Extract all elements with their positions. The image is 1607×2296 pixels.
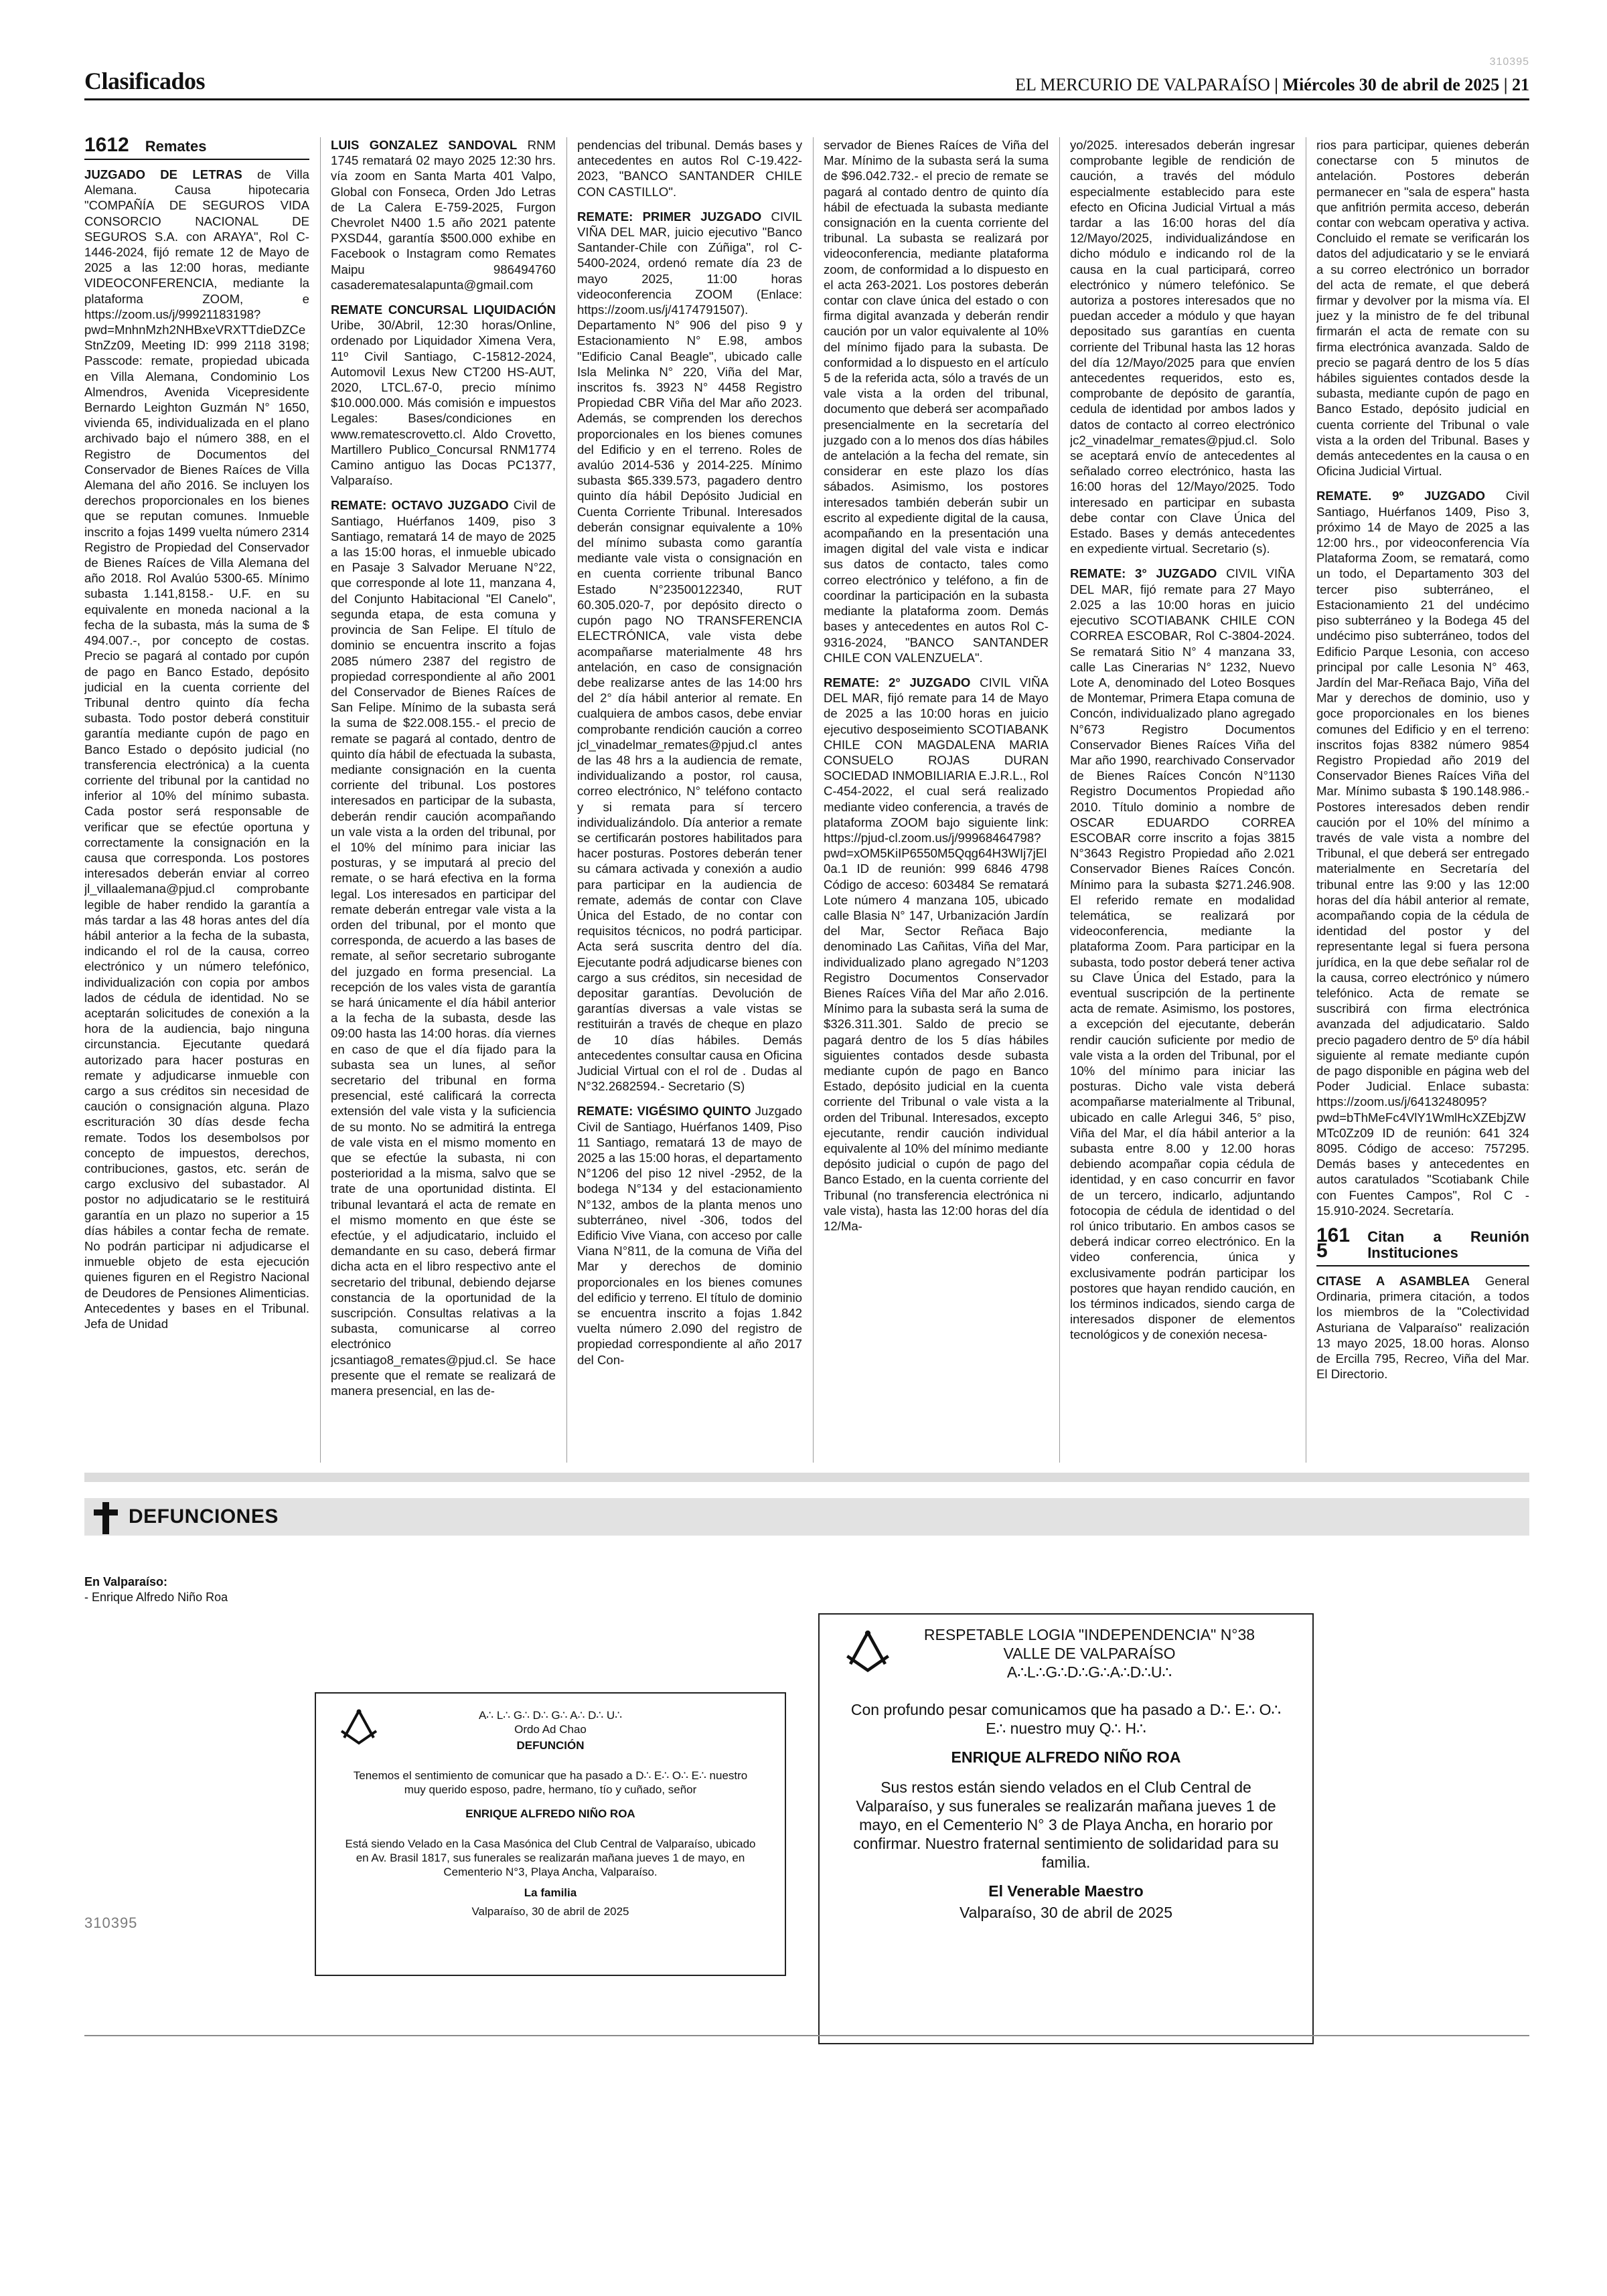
header-rule [84, 98, 1529, 100]
death-list-entry: - Enrique Alfredo Niño Roa [84, 1590, 228, 1604]
notice-date: Valparaíso, 30 de abril de 2025 [960, 1904, 1172, 1921]
ad-text: CIVIL VIÑA DEL MAR, fijó remate para 14 de Mayo de 2025 a las 10:00 horas en juicio ejecutivo desposeimiento SCOTIABANK CHILE CON MAGDALENA MARIA CONSUELO ROJAS DURAN SOCIEDAD INMOBILIARIA E.J.R.L., Rol C-454-2022, el cual será realizado mediante video conferencia, a través de plataforma ZOOM bajo siguiente link: https://pjud-cl.zoom.us/j/99968464798?pwd=xOM5KiIP6550M5Qqg64H3WIj7jEl0a.1 ID de reunión: 999 6846 4798 Código de acceso: 603484 Se rematará Lote número 4 manzana 105, ubicado calle Blasia N° 147, Urbanización Jardín del Mar, Sector Reñaca Bajo denominado Las Cañitas, Viña del Mar, individualizado plano agregado N°1203 Registro Documentos Conservador Bienes Raíces Viña del Mar año 2.016. Mínimo para la subasta será la suma de $326.311.301. Saldo de precio se pagará dentro de los 5 días hábiles siguientes contados desde subasta mediante cupón de pago en Banco Estado, depósito judicial en la cuenta corriente del Tribunal o vale vista a la orden del Tribunal. Interesados, excepto ejecutante, rendir caución individual equivalente al 10% del mínimo mediante depósito judicial o cupón de pago del Banco Estado, en la cuenta corriente del Tribunal (no transferencia electrónica ni vale vista), hasta las 12:00 horas del día 12/Ma- [824, 675, 1049, 1234]
notice-body: Sus restos están siendo velados en el Club Central de Valparaíso, y sus funerales se realizarán mañana jueves 1 de mayo, en el Cementerio N° 3 de Playa Ancha, en horario por confirmar. Nuestro fraternal sentimiento de solidaridad para su familia. [853, 1779, 1279, 1871]
classified-ad [331, 497, 556, 1398]
classified-ad [1316, 488, 1529, 1218]
ad-text: Uribe, 30/Abril, 12:30 horas/Online, ordenado por Liquidador Ximena Vera, 11º Civil Santiago, C-15812-2024, Automovil Lexus New CT200 HS-AUT, 2020, LTCL.67-0, precio mínimo $10.000.000. Más comisión e impuestos Legales: Bases/condiciones en www.rematescrovetto.cl. Aldo Crovetto, Martillero Publico_Concursal RNM1774 Camino antiguo las Docas PC1377, Valparaíso. [331, 318, 556, 488]
column-rule [320, 137, 321, 1463]
ad-lead: REMATE: 2° JUZGADO [824, 675, 971, 689]
section-number: 1612 [84, 137, 129, 156]
page-header [84, 56, 1529, 100]
section-divider [84, 1473, 1529, 1482]
ad-code: 310395 [84, 1914, 138, 1931]
page-number: 21 [1512, 75, 1529, 94]
cross-icon [91, 1502, 121, 1534]
classified-columns [84, 137, 1529, 1463]
ad-lead: CITASE A ASAMBLEA [1316, 1274, 1470, 1289]
obituary-notice-family [315, 1692, 786, 1976]
ad-lead: REMATE: OCTAVO JUZGADO [331, 498, 509, 513]
ad-lead: JUZGADO DE LETRAS [84, 167, 242, 181]
section-name: Citan a Reunión Instituciones [1367, 1228, 1529, 1262]
notice-signature: La familia [524, 1886, 577, 1899]
header-code: 310395 [1489, 56, 1529, 68]
column-3 [577, 137, 802, 1463]
ad-lead: REMATE CONCURSAL LIQUIDACIÓN [331, 303, 556, 317]
classified-ad [824, 675, 1049, 1234]
notice-body: Tenemos el sentimiento de comunicar que ha pasado a D∴ E∴ O∴ E∴ nuestro muy querido esposo, padre, hermano, tío y cuñado, señor [353, 1769, 748, 1796]
ad-text: Civil de Santiago, Huérfanos 1409, piso 3 Santiago, rematará 14 de mayo de 2025 a las 15:00 horas, el inmueble ubicado en Pasaje 3 Salvador Meruane N°22, que corresponde al lote 11, manzana 4, del Conjunto Habitacional "El Canelo", segunda etapa, de esta comuna y provincia de San Felipe. El título de dominio se encuentra inscrito a fojas 2085 número 2387 del registro de propiedad correspondiente al año 2001 del Conservador de Bienes Raíces de San Felipe. Mínimo de la subasta será la suma de $22.008.155.- el precio de remate se pagará al contado, dentro de quinto día hábil de efectuada la subasta, mediante consignación en la cuenta corriente del tribunal. Los postores interesados en participar de la subasta, deberán rendir caución acompañando un vale vista a la orden del tribunal, por el 10% del mínimo para iniciar las posturas, y se imputará al precio del remate, o se hará efectiva en la forma legal. Los interesados en participar del remate deberán entregar vale vista a la orden del tribunal, por el monto que corresponda, de acuerdo a las bases de remate, al señor secretario subrogante del juzgado en forma presencial. La recepción de los vales vista de garantía se hará únicamente el día hábil anterior a la fecha de la subasta, desde las 09:00 hasta las 14:00 horas. día viernes en caso de que el día fijado para la subasta sea un lunes, al señor secretario del tribunal en forma presencial, esté calificará la correcta extensión del vale vista y la suficiencia de su monto. No se admitirá la entrega de vale vista en el mismo momento en que se efectúe la subasta, ni con posterioridad a la misma, salvo que se trate de una oportunidad distinta. El tribunal levantará el acta de remate en el mismo momento en que éste se efectúe, y el adjudicatario, incluido el demandante en su caso, deberá firmar dicha acta en el libro respectivo ante el secretario del tribunal, debiendo dejarse constancia de la oportunidad de la suscripción. Consultas relativas a la subasta, comunicarse al correo electrónico jcsantiago8_remates@pjud.cl. Se hace presente que el remate se realizará de manera presencial, en las de- [331, 498, 556, 1398]
ad-text: RNM 1745 rematará 02 mayo 2025 12:30 hrs. vía zoom en Santa Marta 401 Valpo, Global con Fonseca, Orden Jdo Letras de La Calera E-759-2025, Furgon Chevrolet N400 1.5 año 2021 patente PXSD44, garantía $500.000 exhibe en Facebook o Instagram como Remates Maipu 986494760 casaderematesalapunta@gmail.com [331, 138, 556, 292]
classified-ad [84, 167, 309, 1331]
lodge-abbrev: A∴L∴G∴D∴G∴A∴D∴U∴ [1006, 1663, 1172, 1681]
column-6 [1316, 137, 1529, 1463]
ad-lead: REMATE. 9º JUZGADO [1316, 489, 1486, 503]
lodge-valley: VALLE DE VALPARAÍSO [1003, 1645, 1176, 1662]
deceased-name: ENRIQUE ALFREDO NIÑO ROA [951, 1748, 1181, 1766]
section-name: Remates [145, 138, 207, 155]
ad-lead: REMATE: VIGÉSIMO QUINTO [577, 1104, 751, 1119]
notice-signature: El Venerable Maestro [988, 1882, 1144, 1900]
classified-ad [331, 302, 556, 488]
classified-ad [1070, 137, 1295, 556]
column-rule [1059, 137, 1060, 1463]
classified-ad [331, 137, 556, 293]
ad-lead: REMATE: 3° JUZGADO [1070, 566, 1217, 581]
newspaper-name: EL MERCURIO DE VALPARAÍSO [1015, 75, 1270, 94]
column-rule [813, 137, 814, 1463]
obituary-notice-lodge [818, 1613, 1314, 2044]
ad-text: yo/2025. interesados deberán ingresar comprobante legible de rendición de caución, a través del módulo especialmente establecido para este efecto en Oficina Judicial Virtual a más tardar a las 16:00 horas del día 12/Mayo/2025, individualizándose en dicho módulo e indicando rol de la causa en la cual participará, correo electrónico y número telefónico. Se autoriza a postores interesados que no puedan acceder a módulo y que hayan depositado sus garantías en cuenta corriente del Tribunal hasta las 12 horas del día 12/Mayo/2025 para que envíen antecedentes requeridos, esto es, comprobante de depósito de garantía, cedula de identidad por ambos lados y datos de contacto al correo electrónico jc2_vinadelmar_remates@pjud.cl. Solo se aceptará envío de antecedentes al señalado correo electrónico, hasta las 16:00 horas del 12/Mayo/2025. Todo interesado en participar en subasta debe contar con Clave Única del Estado. Bases y demás antecedentes en expediente virtual. Secretario (s). [1070, 138, 1295, 556]
column-5 [1070, 137, 1295, 1463]
issue-date: Miércoles 30 de abril de 2025 [1282, 75, 1500, 94]
notice-funeral-info: Está siendo Velado en la Casa Masónica del Club Central de Valparaíso, ubicado en Av. Brasil 1817, sus funerales se realizarán mañana jueves 1 de mayo, en Cementerio N°3, Playa Ancha, Valparaíso. [345, 1837, 756, 1878]
classified-ad [577, 209, 802, 1094]
lodge-name: RESPETABLE LOGIA "INDEPENDENCIA" N°38 [923, 1626, 1255, 1643]
ad-text: rios para participar, quienes deberán conectarse con 5 minutos de antelación. Postores deberán permanecer en "sala de espera" hasta que anfitrión permita acceso, deberán contar con webcam operativa y activa. Concluido el remate se verificarán los datos del adjudicatario y se le enviará a su correo electrónico un borrador del acta de remate, el que deberá firmar y devolver por la misma vía. El juez y la ministro de fe del tribunal firmarán el acta de remate con su firma electrónica avanzada. Saldo de precio se pagará dentro de los 5 días hábiles siguientes contados desde la subasta, mediante cupón de pago en Banco Estado, depósito judicial en cuenta corriente del Tribunal o vale vista a la orden del Tribunal. Bases y demás antecedentes en la causa o en Oficina Judicial Virtual. [1316, 138, 1529, 479]
notice-heading: A∴ L∴ G∴ D∴ G∴ A∴ D∴ U∴ [478, 1709, 623, 1722]
section-title: Clasificados [84, 68, 206, 94]
defunciones-header [84, 1498, 1529, 1536]
notice-date: Valparaíso, 30 de abril de 2025 [471, 1905, 629, 1918]
ad-text: CIVIL VIÑA DEL MAR, juicio ejecutivo "Banco Santander-Chile con Zúñiga", rol C-5400-2024, ordenó remate día 23 de mayo 2025, 11:00 horas videoconferencia ZOOM (Enlace: https://zoom.us/j/4174791507). Departamento N° 906 del piso 9 y Estacionamiento N° E.98, ambos "Edificio Canal Beagle", ubicado calle Isla Melinka N° 220, Viña del Mar, inscritos fs. 3923 N° 4458 Registro Propiedad CBR Viña del Mar año 2023. Además, se comprenden los derechos proporcionales en los bienes comunes del Edificio y en el terreno. Roles de avalúo 2014-536 y 2014-225. Mínimo subasta $65.339.573, pagadero dentro quinto día hábil Depósito Judicial en Cuenta Corriente Tribunal. Interesados deberán consignar equivalente a 10% del mínimo subasta como garantía mediante vale vista o consignación en en cuenta corriente tribunal Banco Estado N°23500122340, RUT 60.305.020-7, por depósito directo o cupón pago NO TRANSFERENCIA ELECTRÓNICA, vale vista debe acompañarse materialmente 48 hrs antelación, en caso de consignación debe realizarse antes de las 14:00 hrs del 2° día hábil anterior al remate. En cualquiera de ambos casos, debe enviar comprobante rendición caución a correo jcl_vinadelmar_remates@pjud.cl antes de las 48 hrs a la audiencia de remate, individualizando a postor, rol causa, correo electrónico, N° teléfono contacto y si remata para sí tercero individualizándolo. Día anterior a remate se certificarán postores habilitados para hacer posturas. Postores deberán tener su cámara activada y conexión a audio para participar en la audiencia de remate, además de contar con Clave Única del Estado, de no contar con requisitos técnicos, no podrá participar. Acta será suscrita dentro del día. Ejecutante podrá adjudicarse bienes con cargo a sus créditos, sin necesidad de depositar garantías. Devolución de garantías diversas a vale vistas se restituirán a través de cheque en plazo de 10 días hábiles. Demás antecedentes consultar causa en Oficina Judicial Virtual con el rol de . Dudas al N°32.2682594.- Secretario (S) [577, 209, 802, 1094]
ad-text: CIVIL VIÑA DEL MAR, fijó remate para 27 Mayo 2.025 a las 10:00 horas en juicio ejecutivo SCOTIABANK CHILE CON CORREA ESCOBAR, Rol C-3804-2024. Se rematará Sitio N° 4 manzana 33, calle Las Cinerarias N° 1232, Nuevo Lote A, denominado del Loteo Bosques de Montemar, Primera Etapa comuna de Concón, individualizado plano agregado N°673 Registro Documentos Conservador Bienes Raíces Viña del Mar año 1990, rearchivado Conservador de Bienes Raíces Concón N°1130 Registro Documentos Propiedad año 2010. Título dominio a nombre de OSCAR EDUARDO CORREA ESCOBAR corre inscrito a fojas 3815 N°3643 Registro Propiedad año 2.021 Conservador Bienes Raíces Concón. Mínimo para la subasta $271.246.908. El referido remate en modalidad telemática, se realizará por videoconferencia, mediante la plataforma Zoom. Para participar en la subasta, todo postor deberá tener activa su Clave Única del Estado, para la eventual suscripción de la pertinente acta de remate. Asimismo, los postores, a excepción del ejecutante, deberán rendir caución suficiente por medio de vale vista a la orden del Tribunal, por el 10% del mínimo para iniciar las posturas. Dicho vale vista deberá acompañarse materialmente al Tribunal, ubicado en calle Arlegui 346, 5° piso, Viña del Mar, el día hábil anterior a la subasta entre 8.00 y 12.00 horas debiendo acompañar copia cédula de identidad, y en caso concurrir en favor de un tercero, indicarlo, adjuntando fotocopia de cédula de identidad o del rol único tributario. En ambos casos se deberá indicar correo electrónico. En la video conferencia, única y exclusivamente podrán participar los postores que hayan rendido caución, en los términos indicados, siendo carga de interesados disponer de elementos tecnológicos y de conexión necesa- [1070, 566, 1295, 1342]
classified-ad [824, 137, 1049, 665]
column-1 [84, 137, 309, 1463]
ad-lead: LUIS GONZALEZ SANDOVAL [331, 138, 518, 152]
column-rule [566, 137, 567, 1463]
lodge-heading [893, 1625, 1286, 1682]
ad-text: General Ordinaria, primera citación, a todos los miembros de la "Colectividad Asturiana de Valparaíso" realización 13 mayo 2025, 18.00 horas. Alonso de Ercilla 795, Recreo, Viña del Mar. El Directorio. [1316, 1274, 1529, 1382]
classified-ad [1316, 1273, 1529, 1382]
death-list-place: En Valparaíso: [84, 1575, 168, 1588]
notice-motto: Ordo Ad Chao [514, 1723, 587, 1736]
ad-text: Juzgado Civil de Santiago, Huérfanos 1409, Piso 11 Santiago, rematará 13 de mayo de 2025 a las 15:00 horas, el departamento N°1206 del piso 12 nivel -2952, de la bodega N°134 y del estacionamiento N°132, ambos de la planta menos uno subterráneo, nivel -306, todos del Edificio Vive Viana, con acceso por calle Viana N°811, de la comuna de Viña del Mar y derechos de dominio proporcionales en los bienes comunes del edificio y terreno. El título de dominio se encuentra inscrito a fojas 1.842 vuelta número 2.090 del registro de propiedad correspondiente al año 2017 del Con- [577, 1104, 802, 1367]
defunciones-title: DEFUNCIONES [129, 1505, 279, 1528]
masthead-info: EL MERCURIO DE VALPARAÍSO | Miércoles 30 de abril de 2025 | 21 [1015, 75, 1529, 94]
column-4 [824, 137, 1049, 1463]
ad-text: pendencias del tribunal. Demás bases y antecedentes en autos Rol C-19.422-2023, "BANCO SANTANDER CHILE CON CASTILLO". [577, 138, 802, 199]
ad-text: servador de Bienes Raíces de Viña del Mar. Mínimo de la subasta será la suma de $96.042.732.- el precio de remate se pagará al contado dentro de quinto día hábil de efectuada la subasta mediante consignación en la cuenta corriente del tribunal. La subasta se realizará por videoconferencia, mediante plataforma zoom, de conformidad a lo dispuesto en el acta 263-2021. Los postores deberán contar con clave única del estado o con firma digital avanzada y deberán rendir caución por un valor equivalente al 10% del mínimo fijado para la subasta. De conformidad a lo dispuesto en el artículo 5 de la referida acta, sólo a través de un vale vista a la orden del tribunal, documento que deberá ser acompañado presencialmente en la secretaría del juzgado con a lo menos dos días hábiles de antelación a la fecha del remate, sin considerar en este plazo los días sábados. Asimismo, los postores interesados también deberán subir un escrito al expediente digital de la causa, acompañando en la presentación una imagen digital del vale vista e indicar sus datos de contacto, tales como correo electrónico y teléfono, a fin de coordinar la participación en la subasta mediante la plataforma zoom. Demás bases y antecedentes en autos Rol C-9316-2024, "BANCO SANTANDER CHILE CON VALENZUELA". [824, 138, 1049, 665]
section-number: 1615 [1316, 1224, 1351, 1262]
section-header-asamblea [1316, 1224, 1529, 1266]
header-bar [84, 1498, 1529, 1536]
deceased-name: ENRIQUE ALFREDO NIÑO ROA [465, 1807, 635, 1820]
notice-intro: Con profundo pesar comunicamos que ha pasado a D∴ E∴ O∴ E∴ nuestro muy Q∴ H∴ [850, 1701, 1282, 1737]
ad-text: de Villa Alemana. Causa hipotecaria "COMPAÑÍA DE SEGUROS VIDA CONSORCIO NACIONAL DE SEGUROS S.A. con ARAYA", Rol C- 1446-2024, fijó remate 12 de Mayo de 2025 a las 12:00 horas, mediante VIDEOCONFERENCIA, mediante la plataforma ZOOM, e https://zoom.us/j/99921183198?pwd=MnhnMzh2NHBxeVRXTTdieDZCeStnZz09, Meeting ID: 999 2118 3198; Passcode: remate, propiedad ubicada en Villa Alemana, Condominio Los Almendros, Avenida Vicepresidente Bernardo Leighton Guzmán N° 1650, vivienda 65, individualizada en el plano archivado bajo el número 388, en el Registro de Documentos del Conservador de Bienes Raíces de Villa Alemana del año 2016. Se incluyen los derechos proporcionales en los bienes que se reputan comunes. Inmueble inscrito a fojas 1499 vuelta número 2314 Registro de Propiedad del Conservador de Bienes Raíces de Villa Alemana del año 2018. Rol Avalúo 5300-65. Mínimo subasta 1.141,8158.- U.F. en su equivalente en moneda nacional a la fecha de la subasta, más la suma de $ 494.007.-, por concepto de costas. Precio se pagará al contado por cupón de pago en Banco Estado, depósito judicial en la cuenta corriente del Tribunal dentro quinto día fecha subasta. Todo postor deberá constituir garantía mediante cupón de pago en Banco Estado o depósito judicial (no transferencia electrónica) a la cuenta corriente del tribunal por la cantidad no inferior al 10% del mínimo subasta. Cada postor será responsable de verificar que se efectúe oportuna y correctamente la consignación en la causa que corresponda. Los postores interesados deberán enviar al correo jl_villaalemana@pjud.cl comprobante legible de haber rendido la garantía a más tardar a las 48 horas antes del día hábil anterior a la fecha de la subasta, indicando el rol de la causa, correo electrónico y un número telefónico, individualización con copia por ambos lados de cédula de identidad. No se aceptarán solicitudes de conexión a la hora de la audiencia, bajo ninguna circunstancia. Ejecutante quedará autorizado para hacer posturas en remate y adjudicarse inmueble con cargo a sus créditos sin necesidad de caución o consignación alguna. Plazo escrituración 30 días desde fecha remate. Todos los desembolsos por concepto de impuestos, derechos, contribuciones, gastos, etc. serán de cargo exclusivo del subastador. Al postor no adjudicatario se le restituirá garantía en un plazo no superior a 15 días hábiles a contar fecha de remate. No podrán participar ni adjudicarse el inmueble objeto de esta ejecución quienes figuren en el Registro Nacional de Deudores de Pensiones Alimenticias. Antecedentes y bases en el Tribunal. Jefa de Unidad [84, 167, 309, 1331]
ad-text: Civil Santiago, Huérfanos 1409, Piso 3, próximo 14 de Mayo de 2025 a las 12:00 hrs., por videoconferencia Vía Plataforma Zoom, se rematará, como un todo, el Departamento 303 del tercer piso subterráneo, el Estacionamiento 21 del undécimo piso subterráneo y la Bodega 45 del undécimo piso subterráneo, todos del Edificio Parque Lesonia, con acceso principal por calle Lesonia N° 463, Jardín del Mar-Reñaca Bajo, Viña del Mar y derechos de dominio, uso y goce proporcionales en los bienes comunes del Edificio y en el terreno: inscritos fojas 8382 número 9854 Registro Propiedad año 2019 del Conservador Bienes Raíces Viña del Mar. Mínimo subasta $ 190.148.986.- Postores interesados deben rendir caución por el 10% del mínimo a través de vale vista a nombre del Tribunal, el que deberá ser entregado materialmente en Secretaría del tribunal entre las 9:00 y las 12:00 horas del día hábil anterior al remate, acompañando copia de la cédula de identidad del postor y del representante legal si fuera persona jurídica, en la que debe señalar rol de la causa, correo electrónico y número telefónico. Acta de remate se suscribirá con firma electrónica avanzada del adjudicatario. Saldo precio pagadero dentro de 5º día hábil siguiente al remate mediante cupón de pago disponible en página web del Poder Judicial. Enlace subasta: https://zoom.us/j/6413248095?pwd=bThMeFc4VlY1WmlHcXZEbjZWMTc0Zz09 ID de reunión: 641 324 8095. Código de acceso: 757295. Demás bases y antecedentes en autos caratulados "Scotiabank Chile con Fuentes Campos", Rol C - 15.910-2024. Secretaría. [1316, 489, 1529, 1218]
bottom-rule [84, 2035, 1529, 2036]
classified-ad [577, 1103, 802, 1367]
ad-lead: REMATE: PRIMER JUZGADO [577, 209, 762, 224]
section-header-remates [84, 137, 309, 160]
square-compass-icon [842, 1629, 893, 1673]
notice-title: DEFUNCIÓN [516, 1739, 585, 1752]
column-2 [331, 137, 556, 1463]
classified-ad [1316, 137, 1529, 479]
classified-ad [1070, 566, 1295, 1342]
classified-ad [577, 137, 802, 199]
death-list [84, 1574, 228, 1605]
